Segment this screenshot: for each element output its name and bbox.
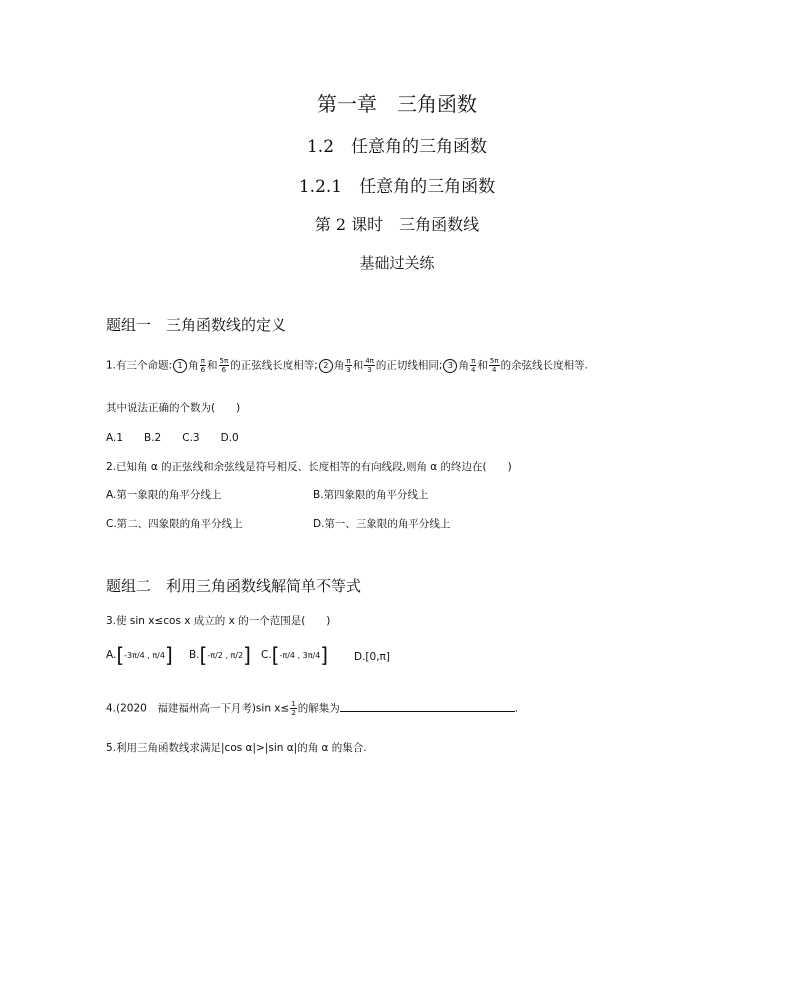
fraction: $\frac{5\pi}{4}$ (489, 357, 499, 374)
fraction: $\frac{1}{2}$ (291, 700, 296, 717)
q1-text: 角 (333, 359, 345, 372)
left-bracket: [ (199, 643, 208, 667)
q1-prefix: 1.有三个命题: (106, 359, 173, 372)
question-3-option-b: B.[-π/2 , π/2] (189, 643, 251, 667)
question-2-stem: 2.已知角 α 的正弦线和余弦线是符号相反、长度相等的有向线段,则角 α 的终边在( ) (106, 461, 512, 473)
answer-blank[interactable] (340, 701, 515, 712)
q1-text: 的正切线相同; (375, 359, 443, 372)
q4-text: 4.(2020 福建福州高一下月考)sin x≤ (106, 702, 290, 715)
q1-text: 的正弦线长度相等; (230, 359, 318, 372)
right-bracket: ] (320, 643, 329, 667)
question-1-line2: 其中说法正确的个数为( ) (106, 402, 241, 414)
interval-text: -π/2 , π/2 (207, 651, 244, 660)
lesson-title: 第 2 课时 三角函数线 (314, 215, 480, 234)
right-bracket: ] (164, 643, 173, 667)
interval-text: -π/4 , 3π/4 (279, 651, 321, 660)
question-5-stem: 5.利用三角函数线求满足|cos α|>|sin α|的角 α 的集合. (106, 742, 367, 754)
question-3-option-a: A.[-3π/4 , π/4] (106, 643, 173, 667)
question-2-option-a: A.第一象限的角平分线上 (106, 489, 222, 501)
subsection-title: 1.2.1 任意角的三角函数 (298, 177, 496, 197)
circled-1: 1 (173, 359, 187, 373)
question-2-option-d: D.第一、三象限的角平分线上 (313, 518, 451, 530)
practice-title: 基础过关练 (359, 254, 435, 272)
question-3-option-d: D.[0,π] (354, 651, 390, 663)
fraction: $\frac{\pi}{3}$ (346, 357, 351, 374)
fraction: $\frac{4\pi}{3}$ (365, 357, 374, 374)
q1-text: 的余弦线长度相等. (500, 359, 588, 372)
q1-text: 角 (188, 359, 199, 372)
question-3-stem: 3.使 sin x≤cos x 成立的 x 的一个范围是( ) (106, 615, 331, 627)
q1-text: 和 (207, 359, 218, 372)
question-3-option-c: C.[-π/4 , 3π/4] (261, 643, 329, 667)
q4-text: . (514, 702, 519, 715)
fraction: $\frac{5\pi}{6}$ (219, 357, 229, 374)
left-bracket: [ (116, 643, 125, 667)
q1-text: 和 (477, 359, 488, 372)
group-1-heading: 题组一 三角函数线的定义 (106, 316, 287, 334)
question-1-options: A.1 B.2 C.3 D.0 (106, 432, 239, 444)
left-bracket: [ (271, 643, 280, 667)
circled-3: 3 (443, 359, 457, 373)
q1-text: 角 (458, 359, 469, 372)
fraction: $\frac{\pi}{6}$ (200, 357, 206, 374)
question-2-option-c: C.第二、四象限的角平分线上 (106, 518, 243, 530)
chapter-title: 第一章 三角函数 (317, 92, 477, 116)
q1-text: 和 (352, 359, 364, 372)
section-title: 1.2 任意角的三角函数 (306, 137, 488, 157)
interval-text: -3π/4 , π/4 (124, 651, 165, 660)
question-1-stem (106, 357, 588, 374)
question-4-stem (106, 700, 518, 717)
fraction: $\frac{\pi}{4}$ (470, 357, 476, 374)
circled-2: 2 (319, 359, 333, 373)
right-bracket: ] (243, 643, 251, 667)
question-2-option-b: B.第四象限的角平分线上 (313, 489, 429, 501)
group-2-heading: 题组二 利用三角函数线解简单不等式 (106, 577, 362, 595)
q4-text: 的解集为 (297, 702, 340, 715)
